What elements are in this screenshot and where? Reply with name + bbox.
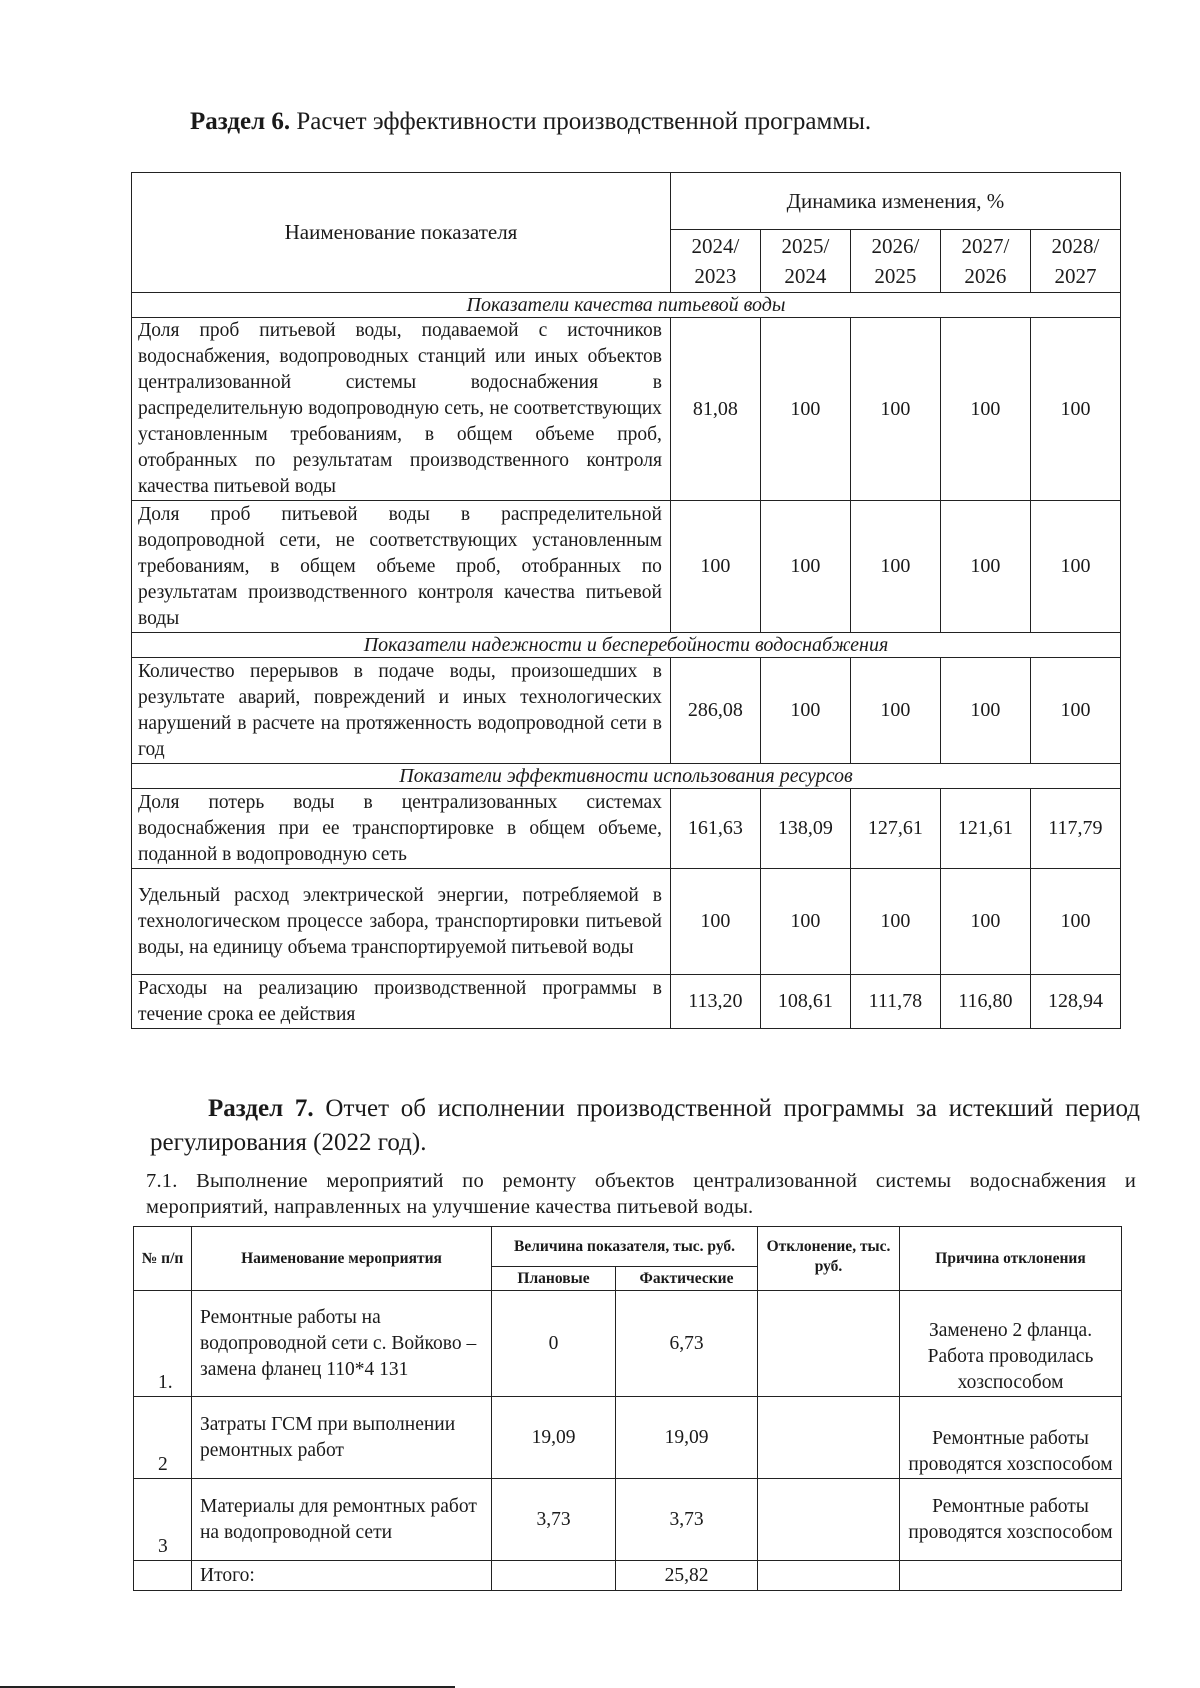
section7-title-bold: Раздел 7. (208, 1095, 314, 1122)
indicator-row (132, 318, 1121, 501)
indicator-value: 100 (850, 869, 940, 975)
indicator-value: 286,08 (670, 658, 760, 764)
indicator-name: Доля потерь воды в централизованных системах водоснабжения при ее транспортировке в общем объеме, поданной в водопроводную сеть (132, 789, 671, 869)
indicator-value: 121,61 (940, 789, 1030, 869)
row-number: 3 (134, 1479, 192, 1561)
subsection-7-1-title: 7.1. Выполнение мероприятий по ремонту объектов централизованной системы водоснабжения и мероприятий, направленных на улучшение качества питьевой воды. (146, 1170, 1136, 1218)
indicator-value: 100 (1030, 318, 1120, 501)
indicator-name: Доля проб питьевой воды, подаваемой с источников водоснабжения, водопроводных станций или иных объектов централизованной системы водоснабжения в распределительную водопроводную сеть, не соответствующих установленным требованиям, в общем объеме проб, отобранных по результатам производственного контроля качества питьевой воды (132, 318, 671, 501)
fact-value: 3,73 (616, 1479, 758, 1561)
indicator-name: Доля проб питьевой воды в распределительной водопроводной сети, не соответствующих установленным требованиям, в общем объеме проб, отобранных по результатам производственного контроля качества питьевой воды (132, 501, 671, 633)
indicator-value: 100 (850, 658, 940, 764)
total-num-cell (134, 1561, 192, 1591)
indicator-row (132, 789, 1121, 869)
section6-title-bold: Раздел 6. (190, 108, 291, 135)
indicator-value: 100 (760, 501, 850, 633)
indicator-value: 100 (1030, 501, 1120, 633)
year-header: 2027/ 2026 (940, 230, 1030, 293)
indicator-value: 81,08 (670, 318, 760, 501)
group-row (132, 633, 1121, 658)
indicator-value: 100 (850, 318, 940, 501)
efficiency-header-row (132, 173, 1121, 230)
report-row (134, 1291, 1122, 1397)
group-title-reliability: Показатели надежности и бесперебойности водоснабжения (132, 633, 1121, 658)
total-label: Итого: (192, 1561, 492, 1591)
num-header: № п/п (134, 1227, 192, 1291)
plan-value: 3,73 (492, 1479, 616, 1561)
efficiency-table (131, 172, 1121, 1029)
deviation-value (758, 1397, 900, 1479)
dynamics-header: Динамика изменения, % (670, 173, 1120, 230)
indicator-value: 100 (940, 658, 1030, 764)
indicator-name: Количество перерывов в подаче воды, произошедших в результате аварий, повреждений и иных технологических нарушений в расчете на протяженность водопроводной сети в год (132, 658, 671, 764)
activity-name-header: Наименование мероприятия (192, 1227, 492, 1291)
report-header-row (134, 1227, 1122, 1267)
indicator-name: Расходы на реализацию производственной программы в течение срока ее действия (132, 975, 671, 1029)
fact-value: 19,09 (616, 1397, 758, 1479)
group-row (132, 764, 1121, 789)
indicator-value: 138,09 (760, 789, 850, 869)
activity-name: Материалы для ремонтных работ на водопроводной сети (192, 1479, 492, 1561)
activity-name: Ремонтные работы на водопроводной сети с. Войково – замена фланец 110*4 131 (192, 1291, 492, 1397)
indicator-value: 111,78 (850, 975, 940, 1029)
row-number: 1. (134, 1291, 192, 1397)
indicator-value: 108,61 (760, 975, 850, 1029)
value-header: Величина показателя, тыс. руб. (492, 1227, 758, 1267)
indicator-value: 100 (940, 318, 1030, 501)
indicator-name: Удельный расход электрической энергии, потребляемой в технологическом процессе забора, транспортировки питьевой воды, на единицу объема транспортируемой питьевой воды (132, 869, 671, 975)
indicator-row (132, 501, 1121, 633)
indicator-value: 100 (760, 318, 850, 501)
group-row (132, 293, 1121, 318)
plan-header: Плановые (492, 1267, 616, 1291)
indicator-value: 116,80 (940, 975, 1030, 1029)
repair-report-table (133, 1226, 1122, 1591)
total-deviation-cell (758, 1561, 900, 1591)
indicator-value: 100 (1030, 869, 1120, 975)
deviation-value (758, 1479, 900, 1561)
deviation-reason: Заменено 2 фланца. Работа проводилась хозспособом (900, 1291, 1122, 1397)
report-row (134, 1479, 1122, 1561)
activity-name: Затраты ГСМ при выполнении ремонтных работ (192, 1397, 492, 1479)
section7-title (150, 1092, 1140, 1160)
year-header: 2024/ 2023 (670, 230, 760, 293)
group-title-resources: Показатели эффективности использования ресурсов (132, 764, 1121, 789)
plan-value: 19,09 (492, 1397, 616, 1479)
row-number: 2 (134, 1397, 192, 1479)
deviation-value (758, 1291, 900, 1397)
deviation-reason: Ремонтные работы проводятся хозспособом (900, 1397, 1122, 1479)
total-fact-value: 25,82 (616, 1561, 758, 1591)
indicator-name-header: Наименование показателя (132, 173, 671, 293)
indicator-value: 100 (940, 501, 1030, 633)
deviation-reason: Ремонтные работы проводятся хозспособом (900, 1479, 1122, 1561)
fact-header: Фактические (616, 1267, 758, 1291)
indicator-value: 100 (1030, 658, 1120, 764)
indicator-value: 100 (850, 501, 940, 633)
section7-title-text: Отчет об исполнении производственной программы за истекший период регулирования (2022 год). (150, 1095, 1140, 1156)
report-row (134, 1397, 1122, 1479)
indicator-value: 113,20 (670, 975, 760, 1029)
indicator-value: 127,61 (850, 789, 940, 869)
year-header: 2025/ 2024 (760, 230, 850, 293)
reason-header: Причина отклонения (900, 1227, 1122, 1291)
plan-value: 0 (492, 1291, 616, 1397)
section6-title-text: Расчет эффективности производственной программы. (290, 108, 872, 135)
indicator-value: 161,63 (670, 789, 760, 869)
indicator-value: 128,94 (1030, 975, 1120, 1029)
indicator-value: 117,79 (1030, 789, 1120, 869)
total-reason-cell (900, 1561, 1122, 1591)
deviation-header: Отклонение, тыс. руб. (758, 1227, 900, 1291)
year-header: 2026/ 2025 (850, 230, 940, 293)
year-header: 2028/ 2027 (1030, 230, 1120, 293)
indicator-value: 100 (670, 869, 760, 975)
total-row (134, 1561, 1122, 1591)
indicator-row (132, 658, 1121, 764)
indicator-row (132, 975, 1121, 1029)
indicator-value: 100 (760, 658, 850, 764)
section6-title (190, 108, 1090, 136)
total-plan-cell (492, 1561, 616, 1591)
indicator-value: 100 (760, 869, 850, 975)
group-title-quality: Показатели качества питьевой воды (132, 293, 1121, 318)
indicator-row (132, 869, 1121, 975)
indicator-value: 100 (670, 501, 760, 633)
fact-value: 6,73 (616, 1291, 758, 1397)
indicator-value: 100 (940, 869, 1030, 975)
